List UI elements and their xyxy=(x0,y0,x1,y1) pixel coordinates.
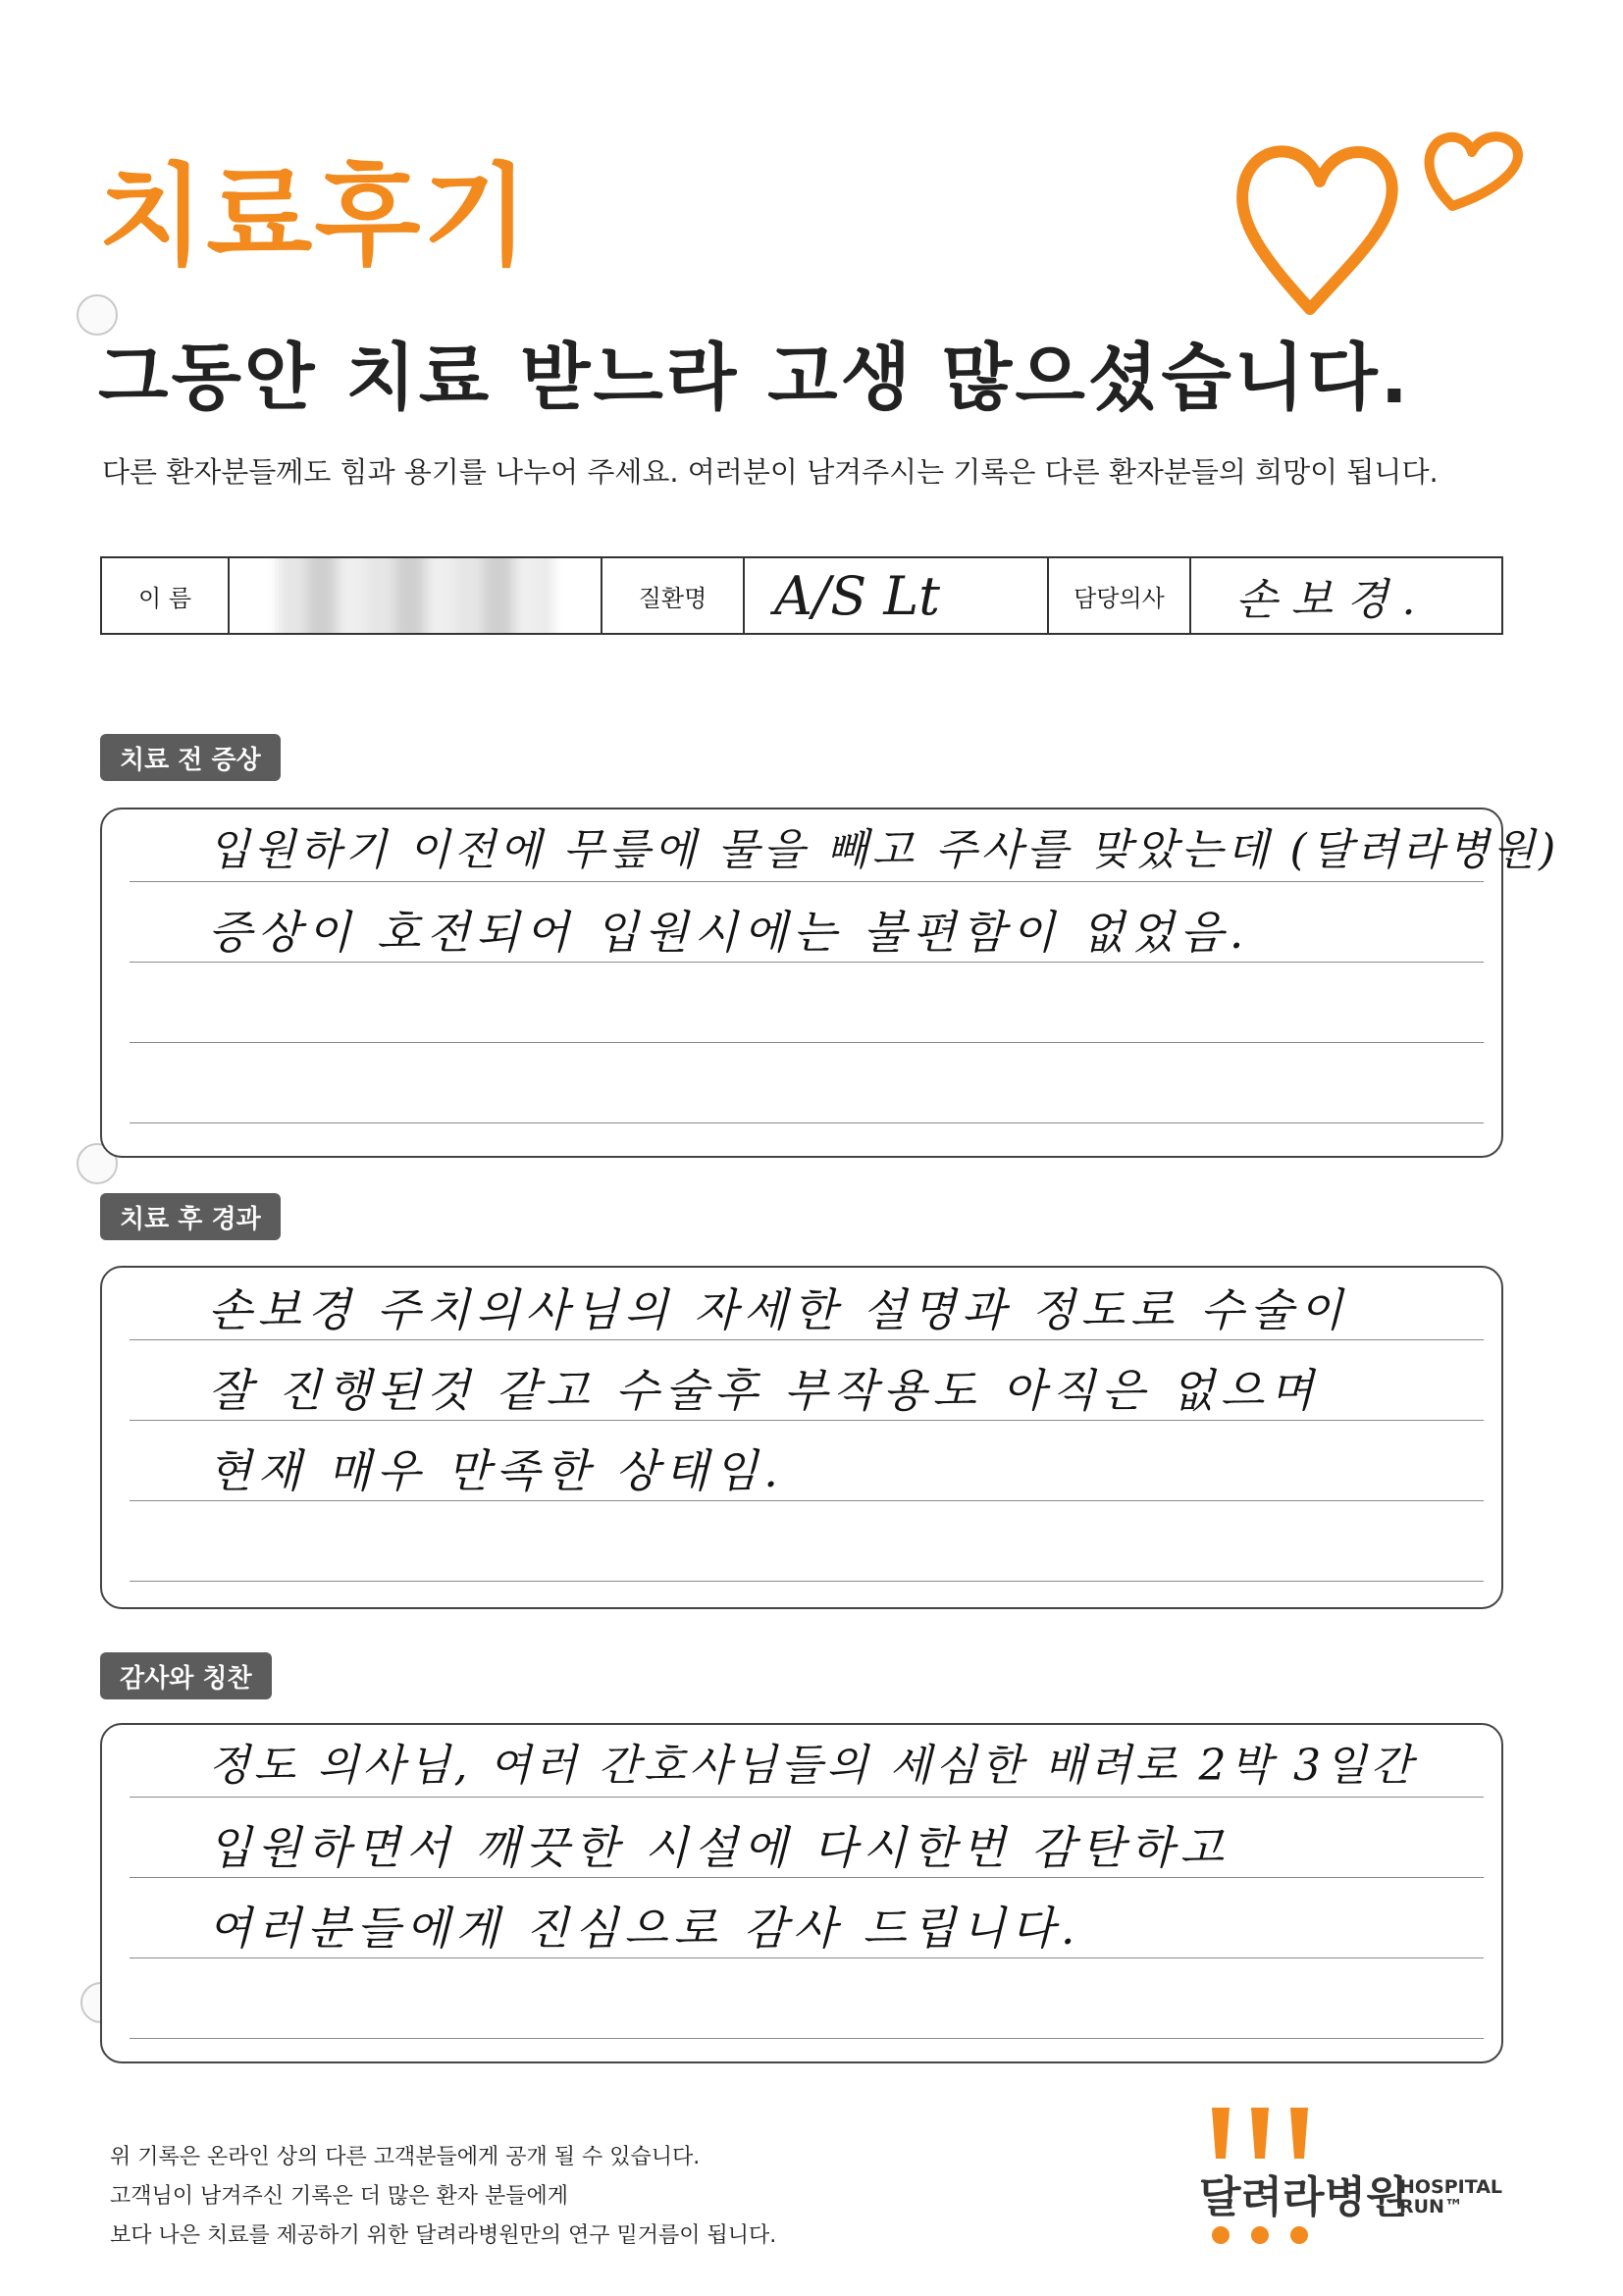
footer-note: 보다 나은 치료를 제공하기 위한 달려라병원만의 연구 밑거름이 됩니다. xyxy=(110,2223,777,2248)
handwritten-line: 정도 의사님, 여러 간호사님들의 세심한 배려로 2박 3일간 xyxy=(208,1741,1416,1791)
name-value-redacted xyxy=(230,558,602,633)
section-label-thanks: 감사와 칭찬 xyxy=(100,1652,272,1699)
heart-large-icon xyxy=(1242,151,1392,309)
punch-hole xyxy=(77,294,118,336)
doctor-label: 담당의사 xyxy=(1049,558,1191,633)
headline: 그동안 치료 받느라 고생 많으셨습니다. xyxy=(98,336,1411,420)
disease-value: A/S Lt xyxy=(745,558,1049,633)
page-title: 치료후기 xyxy=(98,153,531,281)
logo-sub-line: HOSPITAL xyxy=(1399,2176,1503,2198)
name-label: 이 름 xyxy=(102,558,230,633)
handwritten-line: 여러분들에게 진심으로 감사 드립니다. xyxy=(208,1902,1081,1955)
hearts-decoration xyxy=(1227,98,1550,334)
handwritten-line: 손보경 주치의사님의 자세한 설명과 정도로 수술이 xyxy=(208,1283,1349,1336)
logo-sub-line: RUN™ xyxy=(1399,2195,1463,2218)
hospital-logo-sub xyxy=(1399,2178,1502,2218)
handwritten-line: 증상이 호전되어 입원시에는 불편함이 없었음. xyxy=(208,906,1250,959)
section-box-before xyxy=(100,808,1560,1158)
heart-small-icon xyxy=(1430,136,1518,206)
section-label-before: 치료 전 증상 xyxy=(100,734,281,781)
disease-label: 질환명 xyxy=(602,558,745,633)
handwritten-line: 입원하기 이전에 무릎에 물을 빼고 주사를 맞았는데 (달려라병원) xyxy=(208,825,1560,875)
handwritten-line: 잘 진행된것 같고 수술후 부작용도 아직은 없으며 xyxy=(208,1364,1320,1417)
footer-note: 위 기록은 온라인 상의 다른 고객분들에게 공개 될 수 있습니다. xyxy=(110,2145,701,2169)
footer-note: 고객님이 남겨주신 기록은 더 많은 환자 분들에게 xyxy=(110,2184,569,2209)
section-box-after xyxy=(100,1266,1503,1609)
subline: 다른 환자분들께도 힘과 용기를 나누어 주세요. 여러분이 남겨주시는 기록은 다른 환자분들의 희망이 됩니다. xyxy=(102,455,1439,489)
doctor-value: 손 보 경 . xyxy=(1235,575,1416,625)
handwritten-line: 현재 매우 만족한 상태임. xyxy=(208,1444,784,1497)
handwritten-line: 입원하면서 깨끗한 시설에 다시한번 감탄하고 xyxy=(208,1821,1230,1874)
exclamation-marks-icon xyxy=(1202,2098,1349,2245)
section-label-after: 치료 후 경과 xyxy=(100,1193,281,1240)
info-table xyxy=(100,556,1503,635)
section-box-thanks xyxy=(100,1723,1503,2063)
hospital-logo-name: 달려라병원 xyxy=(1199,2172,1408,2222)
